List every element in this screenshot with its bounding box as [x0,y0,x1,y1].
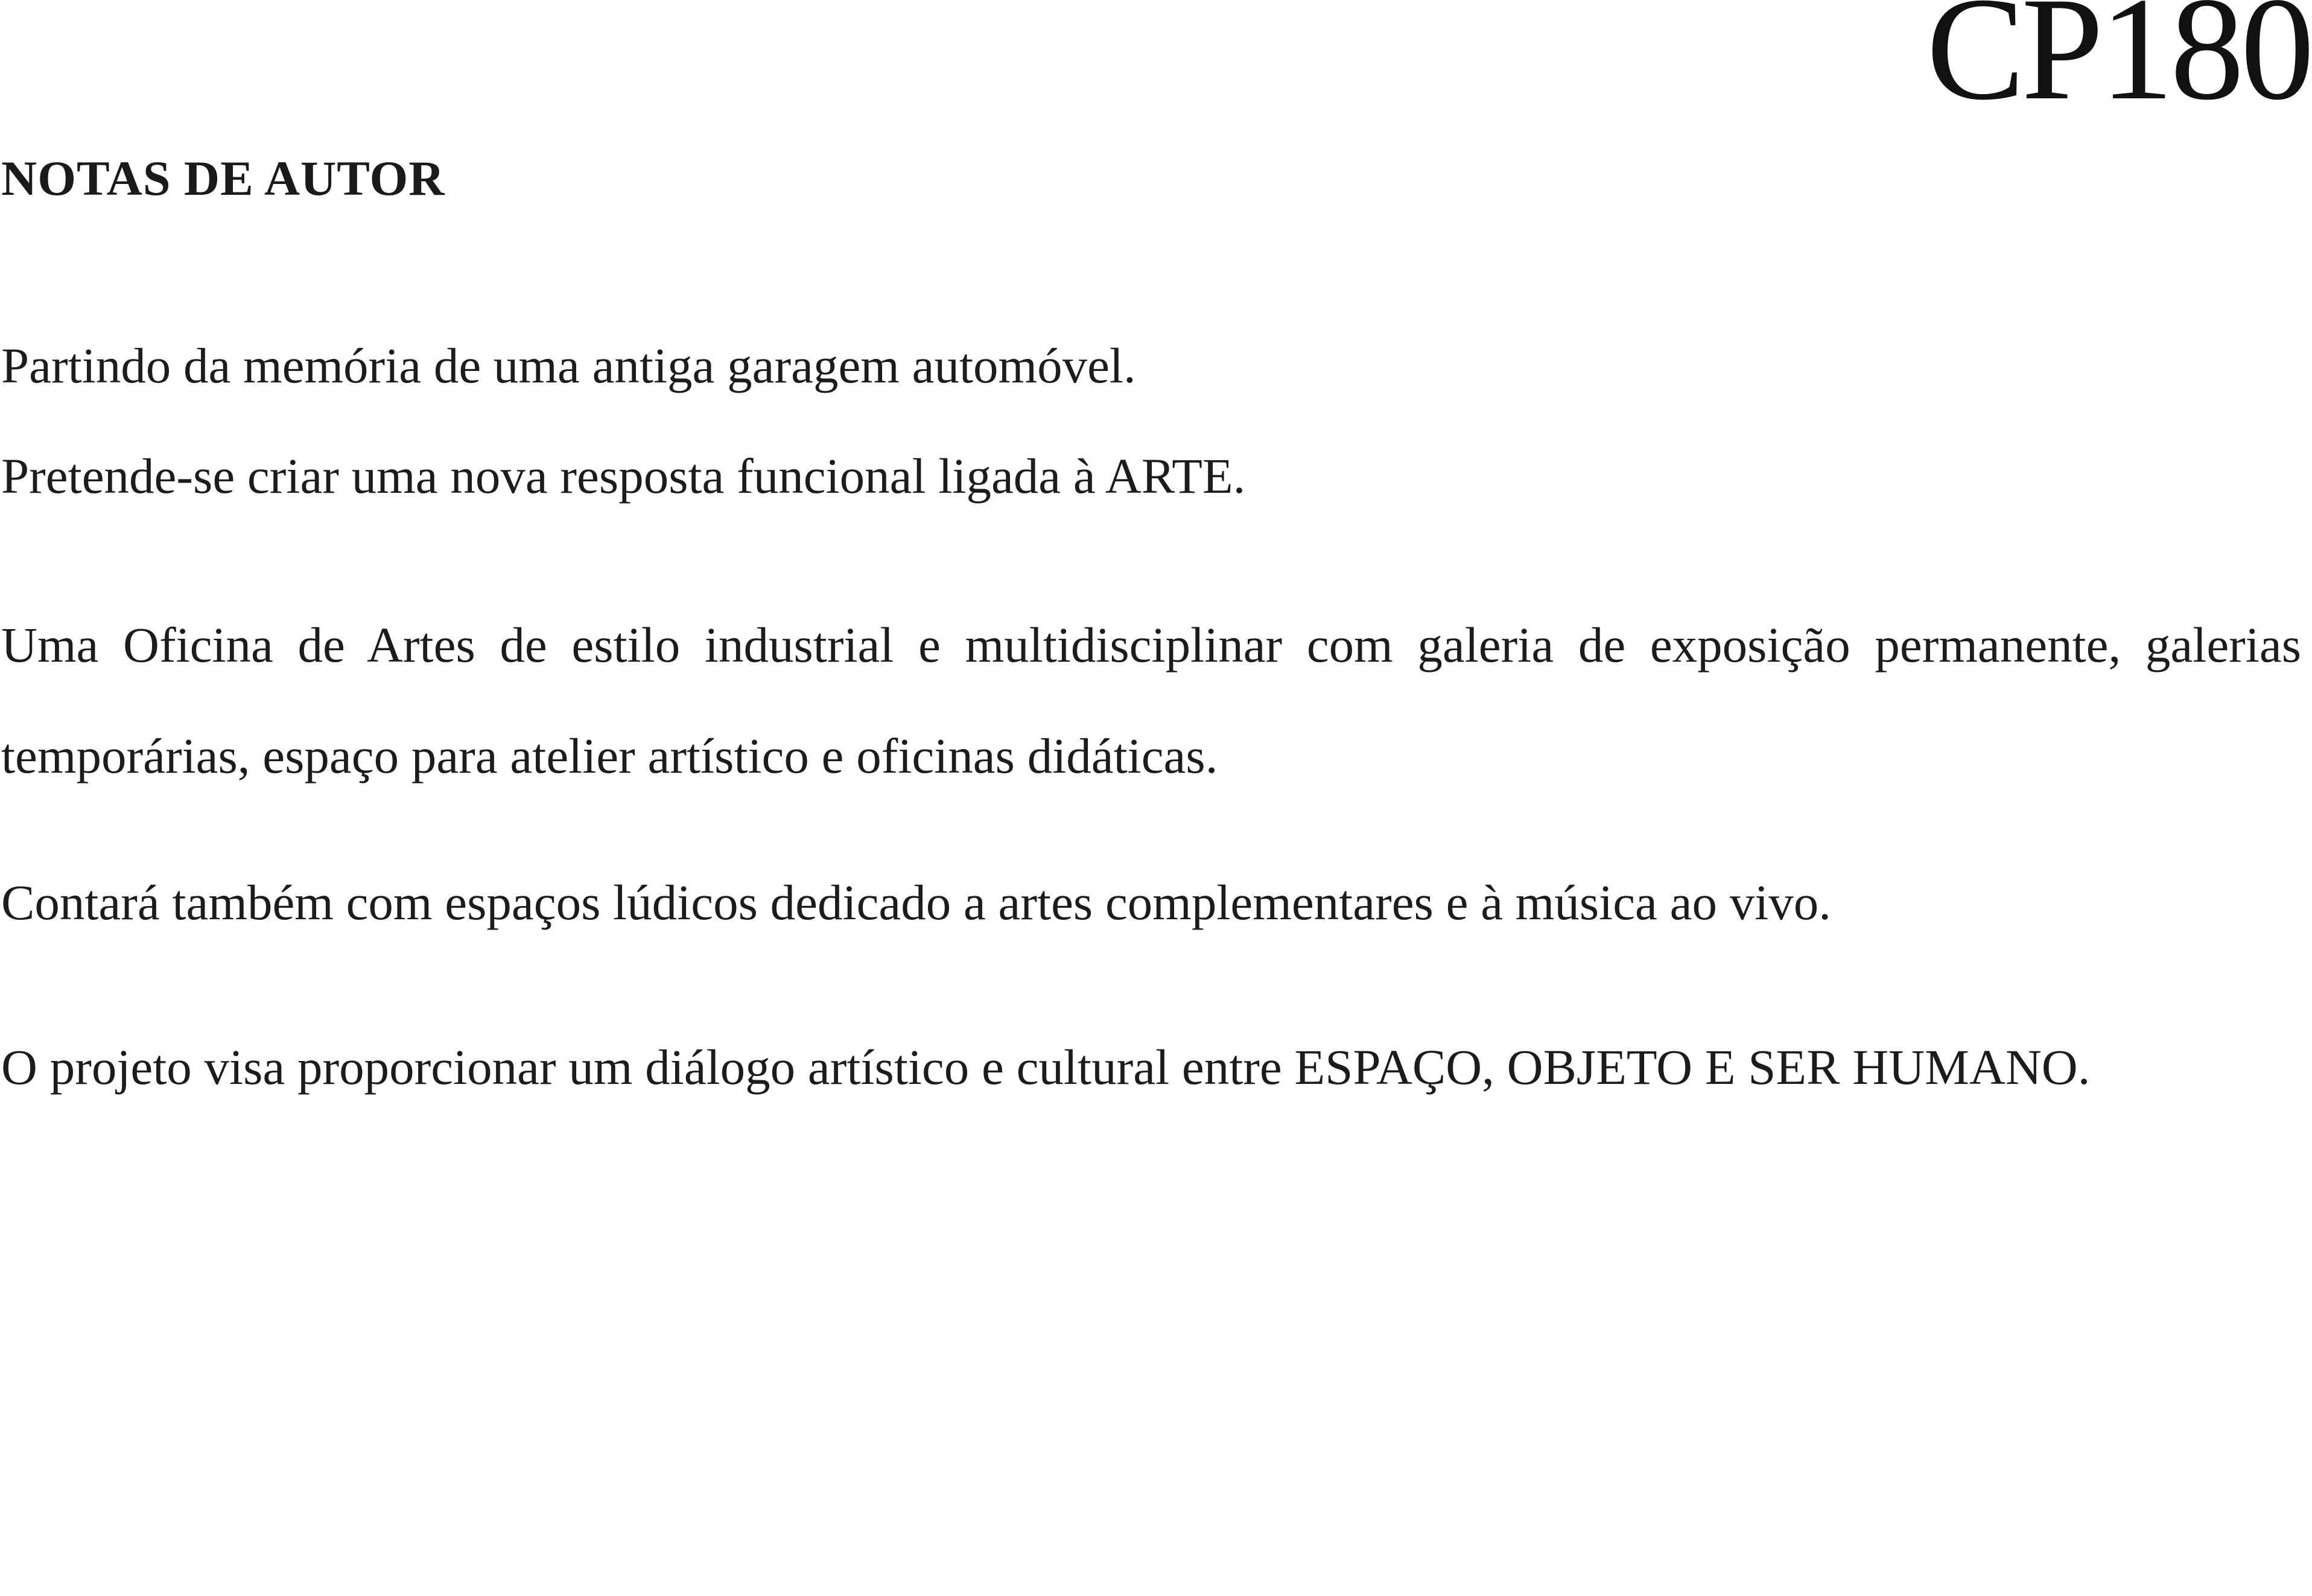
cp180-logo: CP180 [1926,0,2311,130]
paragraph-art-workshop: Uma Oficina de Artes de estilo industrial e multidisciplinar com galeria de exposição permanente, galerias temporárias, espaço para atelier artístico e oficinas didáticas. [1,617,2301,784]
paragraph-art-response: Pretende-se criar uma nova resposta funcional ligada à ARTE. [1,448,1246,504]
paragraph-leisure-spaces: Contará também com espaços lúdicos dedicado a artes complementares e à música ao vivo. [1,875,1832,930]
paragraph-garage-memory: Partindo da memória de uma antiga garagem automóvel. [1,338,1136,393]
section-heading: NOTAS DE AUTOR [1,151,445,206]
paragraph-project-goal: O projeto visa proporcionar um diálogo artístico e cultural entre ESPAÇO, OBJETO E SER HUMANO. [1,1039,2091,1095]
